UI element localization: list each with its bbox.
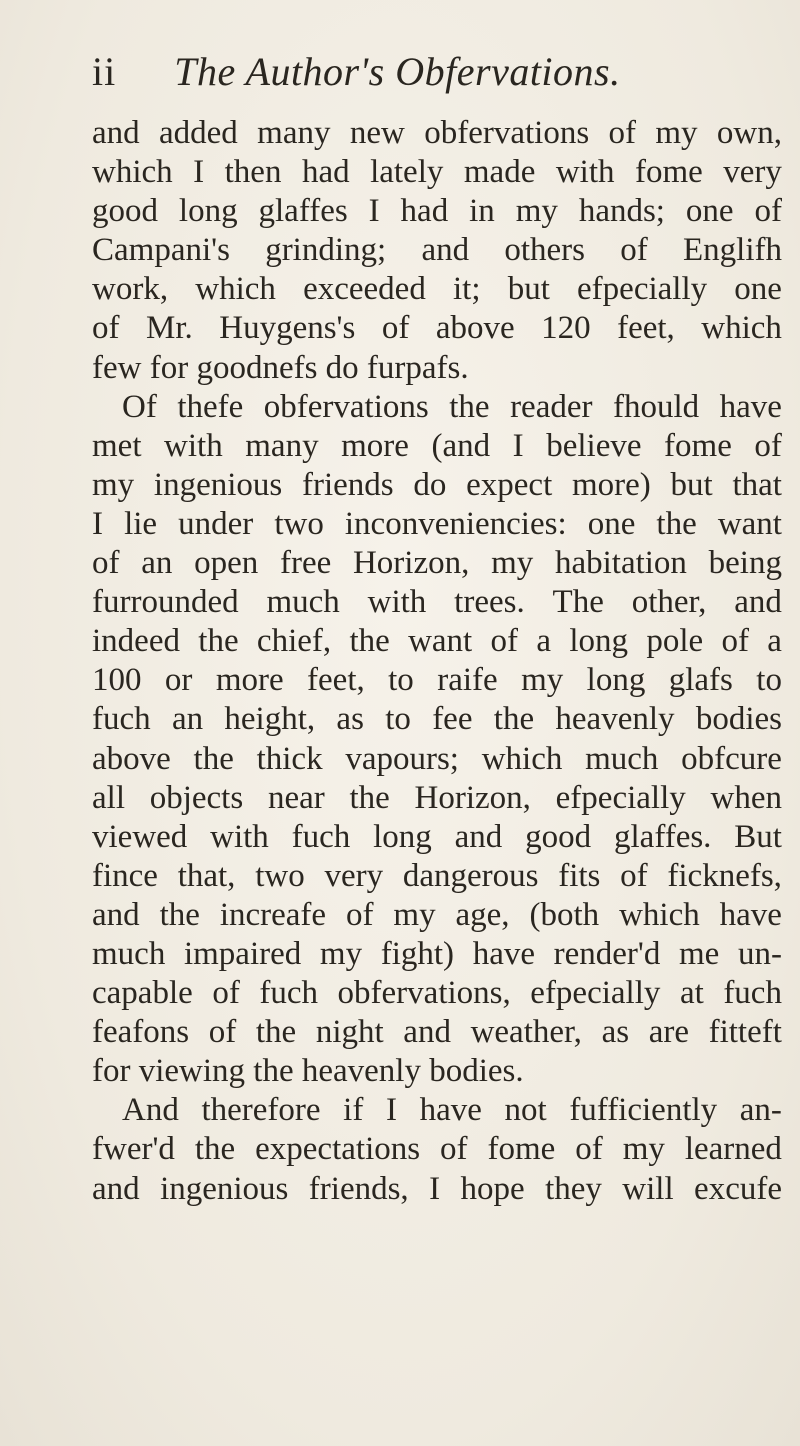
text-line: And therefore if I have not fufficiently an-	[122, 1092, 782, 1129]
text-line: indeed the chief, the want of a long pole of a	[92, 623, 782, 660]
text-line: 100 or more feet, to raife my long glafs to	[92, 662, 782, 699]
text-line: all objects near the Horizon, efpecially when	[92, 779, 782, 816]
text-line: my ingenious friends do expect more) but that	[92, 466, 782, 503]
text-line: fince that, two very dangerous fits of ficknefs,	[92, 857, 782, 894]
text-line: Of thefe obfervations the reader fhould have	[122, 388, 782, 425]
text-line: for viewing the heavenly bodies.	[92, 1053, 524, 1090]
text-line: which I then had lately made with fome very	[92, 154, 782, 191]
text-line: viewed with fuch long and good glaffes. But	[92, 818, 782, 855]
body-text	[92, 114, 782, 1209]
running-title: The Author's Obfervations.	[174, 49, 621, 94]
text-line: few for goodnefs do furpafs.	[92, 349, 469, 386]
text-line: of an open free Horizon, my habitation being	[92, 545, 782, 582]
text-line: above the thick vapours; which much obfcure	[92, 740, 782, 777]
text-line: met with many more (and I believe fome of	[92, 427, 782, 464]
page-number: ii	[92, 49, 117, 94]
text-line: fwer'd the expectations of fome of my learned	[92, 1131, 782, 1168]
text-line: and the increafe of my age, (both which have	[92, 896, 782, 933]
page-header	[92, 48, 712, 108]
text-line: furrounded much with trees. The other, and	[92, 584, 782, 621]
text-line: good long glaffes I had in my hands; one of	[92, 193, 782, 230]
text-line: and added many new obfervations of my own,	[92, 115, 782, 151]
text-line: and ingenious friends, I hope they will excufe	[92, 1170, 782, 1207]
text-line: fuch an height, as to fee the heavenly bodies	[92, 701, 782, 738]
text-line: work, which exceeded it; but efpecially one	[92, 271, 782, 308]
text-line: I lie under two inconveniencies: one the want	[92, 505, 782, 542]
text-line: feafons of the night and weather, as are fitteft	[92, 1014, 782, 1051]
text-line: much impaired my fight) have render'd me un-	[92, 935, 782, 972]
text-line: Campani's grinding; and others of Englifh	[92, 232, 782, 269]
text-line: of Mr. Huygens's of above 120 feet, which	[92, 310, 782, 347]
text-line: capable of fuch obfervations, efpecially at fuch	[92, 975, 782, 1012]
